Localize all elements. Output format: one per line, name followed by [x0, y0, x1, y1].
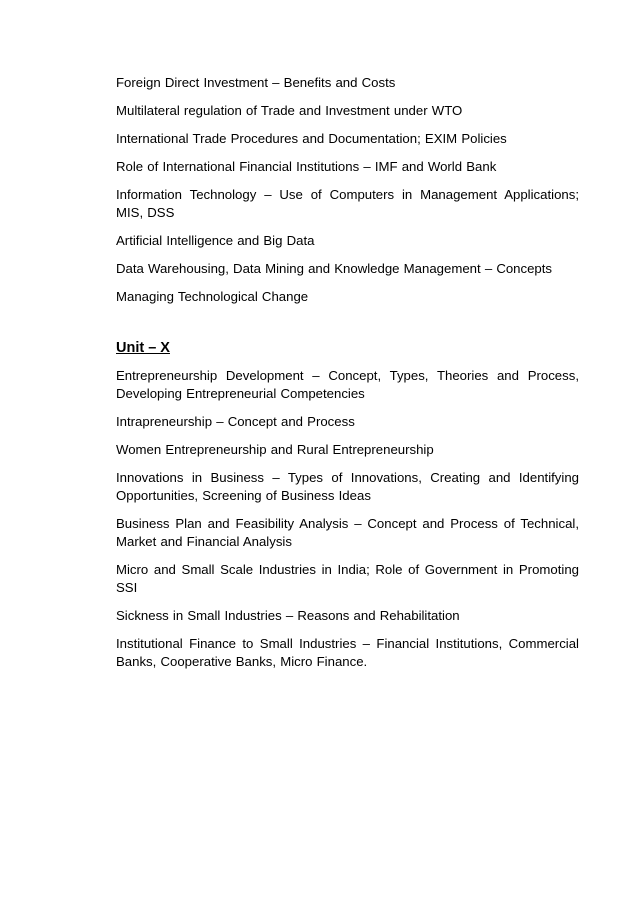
list-item: Entrepreneurship Development – Concept, Types, Theories and Process, Developing Entrepreneurial Competencies [116, 368, 579, 401]
list-item: Information Technology – Use of Computers in Management Applications; MIS, DSS [116, 187, 579, 220]
list-item: Artificial Intelligence and Big Data [116, 233, 315, 248]
list-item: Multilateral regulation of Trade and Investment under WTO [116, 103, 463, 118]
list-item: Intrapreneurship – Concept and Process [116, 414, 355, 429]
list-item: Institutional Finance to Small Industries – Financial Institutions, Commercial Banks, Cooperative Banks, Micro Finance. [116, 636, 579, 669]
list-item: Managing Technological Change [116, 289, 309, 304]
unit-x-heading: Unit – X [116, 340, 170, 356]
list-item: Sickness in Small Industries – Reasons and Rehabilitation [116, 608, 460, 623]
list-item: Women Entrepreneurship and Rural Entrepreneurship [116, 442, 434, 457]
list-item: International Trade Procedures and Documentation; EXIM Policies [116, 131, 507, 146]
document-page [116, 74, 579, 681]
list-item: Data Warehousing, Data Mining and Knowledge Management – Concepts [116, 261, 553, 276]
list-item: Role of International Financial Institutions – IMF and World Bank [116, 159, 497, 174]
list-item: Innovations in Business – Types of Innovations, Creating and Identifying Opportunities, Screening of Business Ideas [116, 470, 579, 503]
list-item: Micro and Small Scale Industries in India; Role of Government in Promoting SSI [116, 562, 579, 595]
section-ix-list [116, 74, 579, 306]
list-item: Business Plan and Feasibility Analysis – Concept and Process of Technical, Market and Financial Analysis [116, 516, 579, 549]
unit-x-list [116, 367, 579, 671]
list-item: Foreign Direct Investment – Benefits and Costs [116, 75, 396, 90]
